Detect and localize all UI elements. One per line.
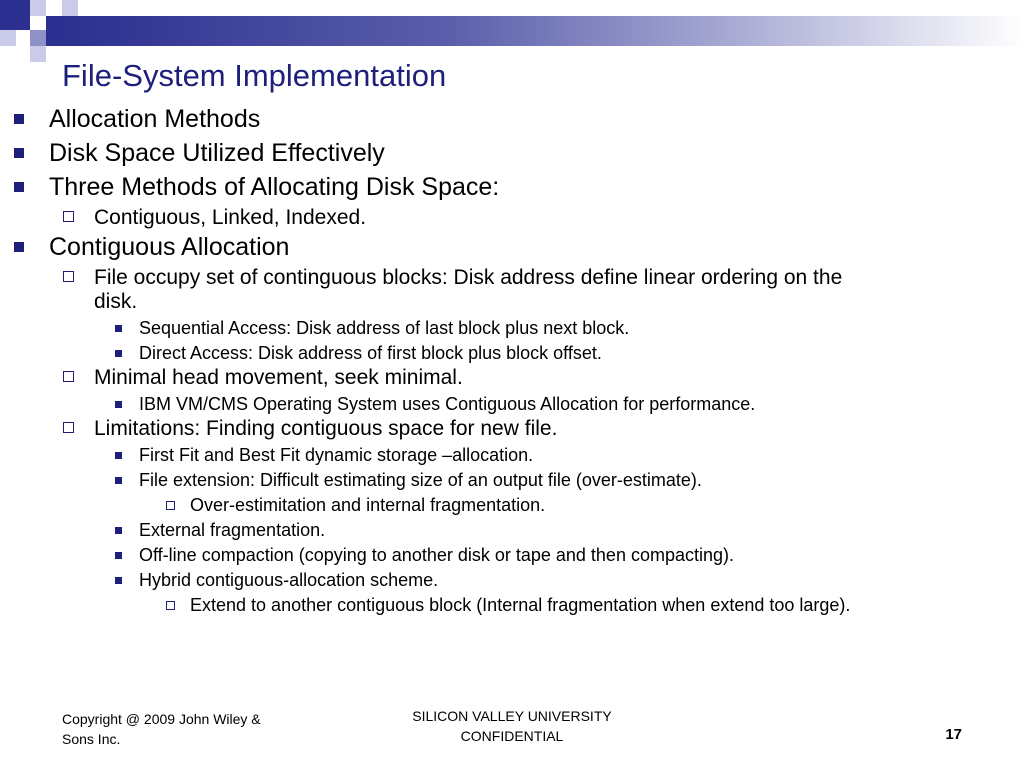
page-number: 17 bbox=[945, 726, 962, 743]
filled-square-bullet-icon bbox=[14, 148, 24, 158]
filled-square-bullet-icon bbox=[14, 242, 24, 252]
bullet-item-level-4 bbox=[0, 495, 870, 516]
hollow-square-bullet-icon bbox=[63, 371, 74, 382]
bullet-text: Contiguous, Linked, Indexed. bbox=[94, 206, 367, 229]
bullet-item-level-4 bbox=[0, 595, 870, 616]
deco-square-8 bbox=[30, 46, 46, 62]
bullet-item-level-3 bbox=[0, 445, 839, 466]
footer-copyright: Copyright @ 2009 John Wiley & Sons Inc. bbox=[62, 711, 261, 747]
bullet-text: Limitations: Finding contiguous space for new file. bbox=[94, 417, 558, 440]
bullet-text: File occupy set of continguous blocks: Disk address define linear ordering on the disk. bbox=[94, 266, 843, 313]
deco-square-3 bbox=[46, 0, 62, 16]
bullet-text: Three Methods of Allocating Disk Space: bbox=[49, 173, 500, 201]
bullet-text: Allocation Methods bbox=[49, 105, 261, 133]
bullet-text: IBM VM/CMS Operating System uses Contiguous Allocation for performance. bbox=[139, 394, 756, 414]
deco-square-6 bbox=[46, 16, 62, 46]
bullet-text: Off-line compaction (copying to another disk or tape and then compacting). bbox=[139, 545, 735, 565]
bullet-text: Over-estimitation and internal fragmentation. bbox=[190, 495, 546, 515]
bullet-item-level-3 bbox=[0, 570, 839, 591]
bullet-item-level-1 bbox=[0, 136, 1024, 170]
bullet-item-level-2 bbox=[0, 417, 854, 441]
filled-square-bullet-icon bbox=[115, 452, 122, 459]
filled-square-bullet-icon bbox=[115, 577, 122, 584]
bullet-item-level-1 bbox=[0, 170, 1024, 204]
bullet-text: Extend to another contiguous block (Internal fragmentation when extend too large). bbox=[190, 595, 851, 615]
filled-square-bullet-icon bbox=[115, 477, 122, 484]
header-gradient-band bbox=[62, 16, 1024, 46]
deco-square-5 bbox=[16, 16, 30, 30]
bullet-text: External fragmentation. bbox=[139, 520, 326, 540]
filled-square-bullet-icon bbox=[115, 401, 122, 408]
bullet-text: File extension: Difficult estimating size of an output file (over-estimate). bbox=[139, 470, 702, 490]
filled-square-bullet-icon bbox=[115, 527, 122, 534]
bullet-item-level-3 bbox=[0, 470, 839, 491]
bullet-text: Sequential Access: Disk address of last block plus next block. bbox=[139, 318, 630, 338]
slide-title: File-System Implementation bbox=[62, 58, 447, 93]
bullet-item-level-3 bbox=[0, 318, 839, 339]
bullet-text: Direct Access: Disk address of first block plus block offset. bbox=[139, 343, 602, 363]
bullet-text: Minimal head movement, seek minimal. bbox=[94, 366, 463, 389]
bullet-text: Contiguous Allocation bbox=[49, 233, 290, 261]
bullet-text: Disk Space Utilized Effectively bbox=[49, 139, 385, 167]
bullet-item-level-3 bbox=[0, 520, 839, 541]
deco-square-4 bbox=[0, 30, 16, 46]
bullet-item-level-2 bbox=[0, 266, 854, 314]
deco-square-9 bbox=[62, 0, 78, 16]
hollow-square-bullet-icon bbox=[63, 422, 74, 433]
filled-square-bullet-icon bbox=[115, 552, 122, 559]
filled-square-bullet-icon bbox=[115, 350, 122, 357]
bullet-item-level-3 bbox=[0, 394, 839, 415]
bullet-item-level-1 bbox=[0, 102, 1024, 136]
deco-square-2 bbox=[30, 0, 46, 16]
deco-square-7 bbox=[30, 30, 46, 46]
hollow-square-bullet-icon bbox=[166, 501, 175, 510]
hollow-square-bullet-icon bbox=[63, 211, 74, 222]
footer-center-line-2: CONFIDENTIAL bbox=[460, 728, 564, 744]
bullet-item-level-2 bbox=[0, 206, 854, 230]
filled-square-bullet-icon bbox=[115, 325, 122, 332]
hollow-square-bullet-icon bbox=[63, 271, 74, 282]
bullet-item-level-1 bbox=[0, 230, 1024, 264]
bullet-list bbox=[0, 102, 1024, 616]
hollow-square-bullet-icon bbox=[166, 601, 175, 610]
bullet-text: First Fit and Best Fit dynamic storage –allocation. bbox=[139, 445, 534, 465]
bullet-item-level-3 bbox=[0, 343, 839, 364]
bullet-text: Hybrid contiguous-allocation scheme. bbox=[139, 570, 439, 590]
footer-center-line-1: SILICON VALLEY UNIVERSITY bbox=[412, 708, 612, 724]
bullet-item-level-2 bbox=[0, 366, 854, 390]
filled-square-bullet-icon bbox=[14, 114, 24, 124]
footer-confidential bbox=[382, 706, 642, 746]
filled-square-bullet-icon bbox=[14, 182, 24, 192]
bullet-item-level-3 bbox=[0, 545, 839, 566]
